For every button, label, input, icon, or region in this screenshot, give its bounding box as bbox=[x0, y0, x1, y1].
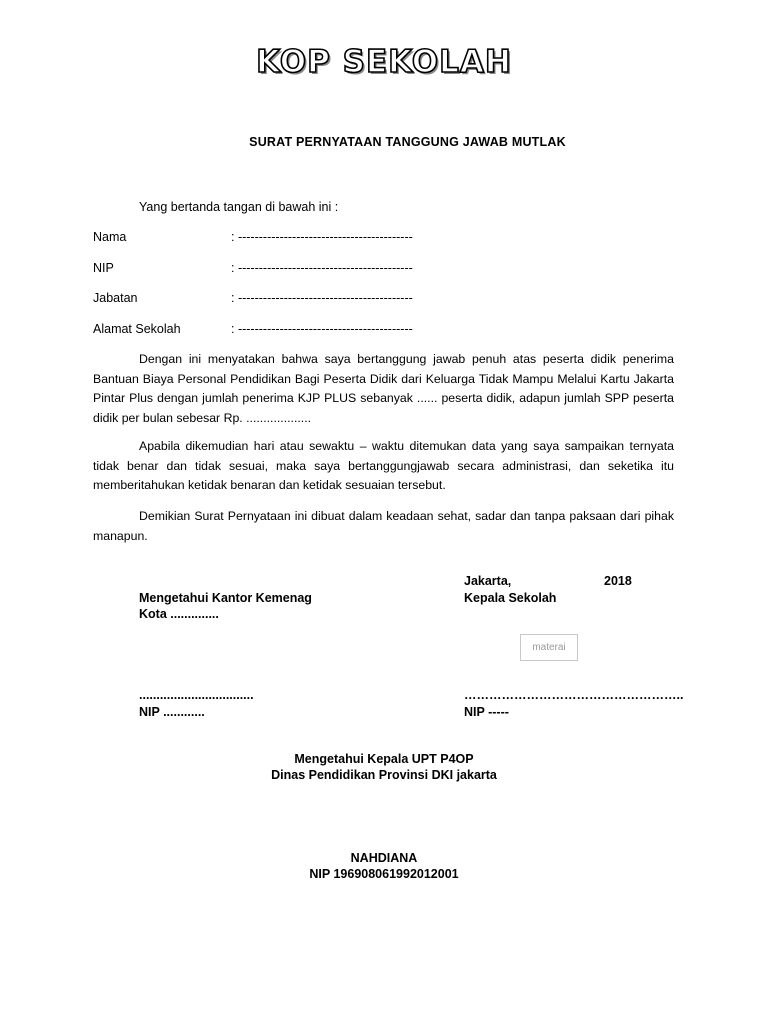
paragraph-pernyataan: Dengan ini menyatakan bahwa saya bertanggung jawab penuh atas peserta didik penerima Bantuan Biaya Personal Pendidikan Bagi Peserta Didik dari Keluarga Tidak Mampu Melalui Kartu Jakarta Pintar Plus dengan jumlah penerima KJP PLUS sebanyak ...... peserta didik, adapun jumlah SPP peserta didik per bulan sebesar Rp. ................... bbox=[93, 352, 674, 426]
signature-left-nip: NIP ............ bbox=[139, 705, 205, 719]
field-label-nip: NIP bbox=[93, 261, 114, 275]
field-value-nip: : ------------------------------------------ bbox=[231, 261, 413, 275]
signature-right-line: …………………………………………….. bbox=[464, 688, 684, 702]
paragraph-demikian: Demikian Surat Pernyataan ini dibuat dalam keadaan sehat, sadar dan tanpa paksaan dari pihak manapun. bbox=[93, 509, 674, 543]
field-label-jabatan: Jabatan bbox=[93, 291, 138, 305]
signature-place: Jakarta, bbox=[464, 574, 512, 588]
signature-left-title: Mengetahui Kantor Kemenag bbox=[139, 591, 312, 605]
kop-sekolah-heading: KOP SEKOLAH bbox=[256, 44, 512, 80]
materai-stamp-box: materai bbox=[520, 634, 578, 661]
signature-right-nip: NIP ----- bbox=[464, 705, 509, 719]
bottom-signature-nip: NIP 196908061992012001 bbox=[309, 867, 459, 881]
bottom-signature-title: Mengetahui Kepala UPT P4OP bbox=[294, 752, 474, 766]
bottom-signature-name: NAHDIANA bbox=[350, 851, 418, 865]
signature-right-role: Kepala Sekolah bbox=[464, 591, 557, 605]
intro-text: Yang bertanda tangan di bawah ini : bbox=[139, 200, 339, 214]
field-label-nama: Nama bbox=[93, 230, 127, 244]
signature-left-city: Kota .............. bbox=[139, 607, 219, 621]
field-value-alamat-sekolah: : ------------------------------------------ bbox=[231, 322, 413, 336]
bottom-signature-agency: Dinas Pendidikan Provinsi DKI jakarta bbox=[271, 768, 497, 782]
signature-year: 2018 bbox=[604, 574, 632, 588]
document-title: SURAT PERNYATAAN TANGGUNG JAWAB MUTLAK bbox=[249, 135, 566, 149]
field-label-alamat-sekolah: Alamat Sekolah bbox=[93, 322, 181, 336]
paragraph-apabila: Apabila dikemudian hari atau sewaktu – waktu ditemukan data yang saya sampaikan ternyata tidak benar dan tidak sesuai, maka saya bertanggungjawab secara administrasi, dan seketika itu memberitahukan ketidak benaran dan ketidak sesuaian tersebut. bbox=[93, 439, 674, 493]
signature-left-line: ................................. bbox=[139, 688, 254, 702]
field-value-jabatan: : ------------------------------------------ bbox=[231, 291, 413, 305]
field-value-nama: : ------------------------------------------ bbox=[231, 230, 413, 244]
